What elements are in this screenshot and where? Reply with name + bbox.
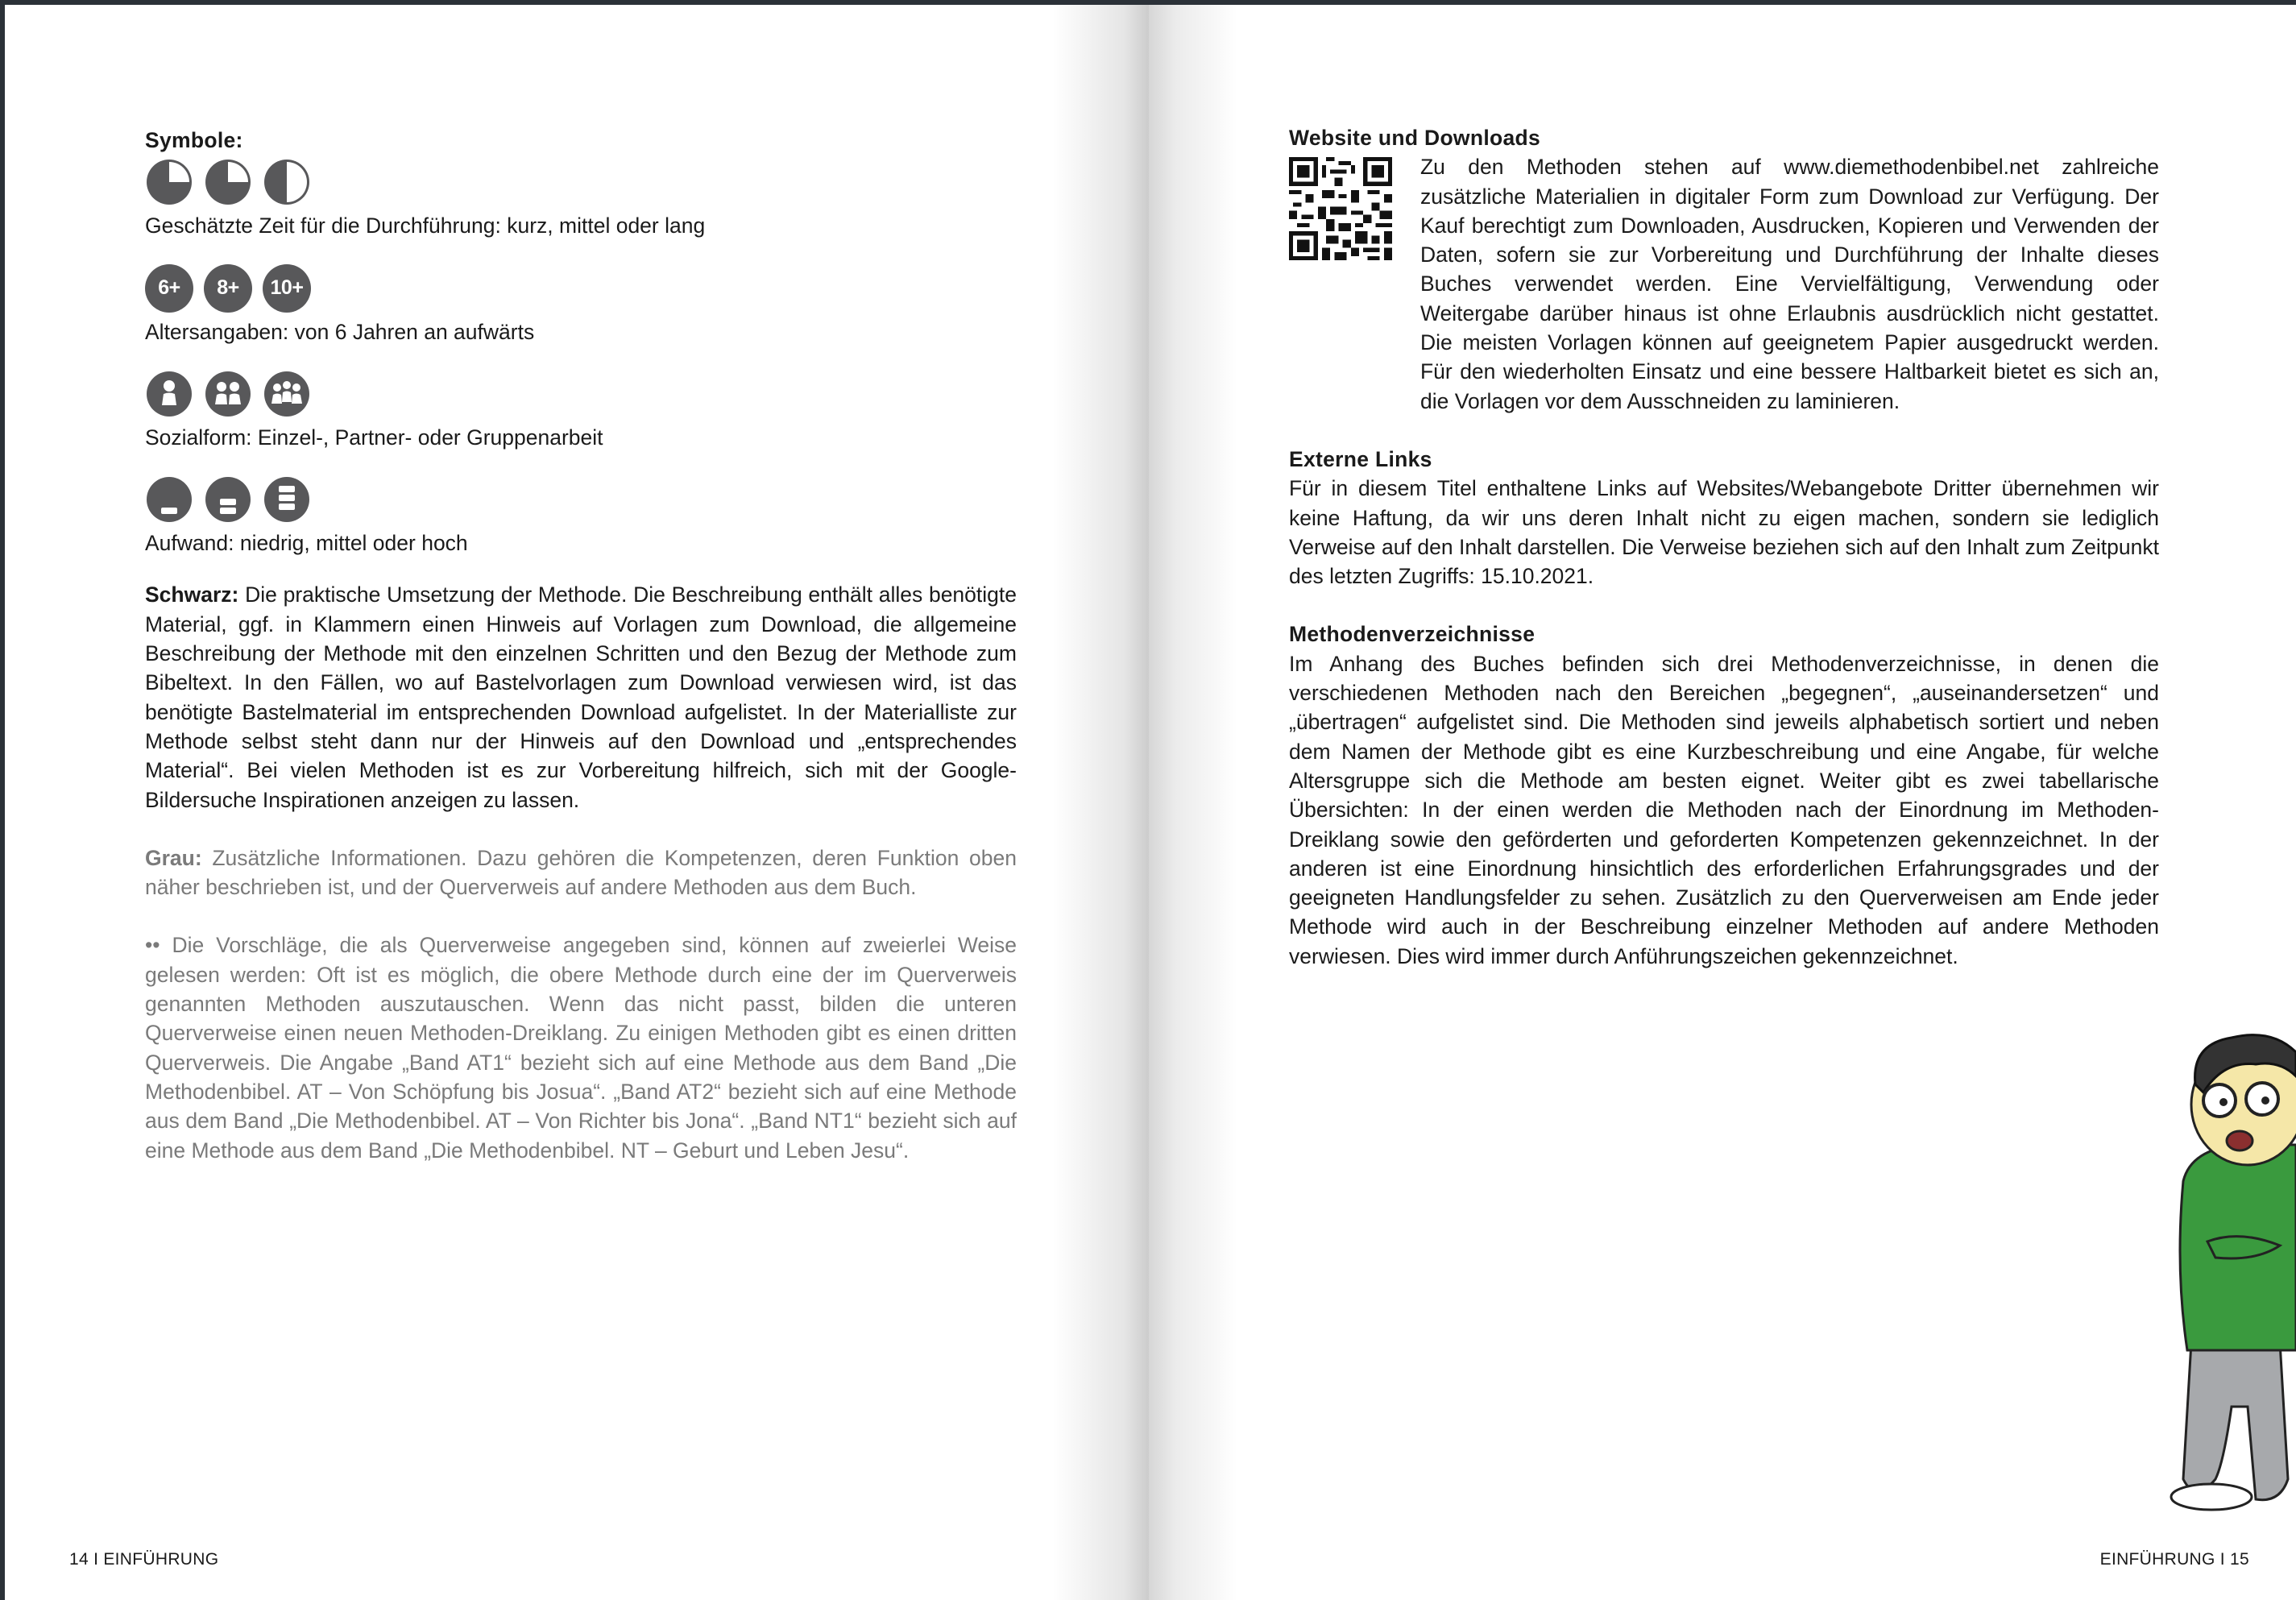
- page-footer-right: EINFÜHRUNG I 15: [2099, 1550, 2249, 1569]
- index-text: Im Anhang des Buches befinden sich drei Methodenverzeichnisse, in denen die verschiedenen Methoden nach den Bereichen „begegnen“, „auseinandersetzen“ und „übertragen“ aufgelistet sind. Die Methoden sind jeweils alphabetisch sortiert und neben dem Namen der Methode gibt es eine Kurzbeschreibung und eine Angabe, für welche Altersgruppe sich die Methode am besten eignet. Weiter gibt es zwei tabellarische Übersichten: In der einen werden die Methoden nach der Einordnung im Methoden-Dreiklang sowie den geförderten und geforderten Kompetenzen gekennzeichnet. In der anderen ist eine Einordnung hinsichtlich des erforderlichen Erfahrungsgrades und der geeigneten Handlungsfelder zu sehen. Zusätzlich zu den Querverweisen am Ende jeder Methode wird auch in der Beschreibung einzelner Methoden auf andere Methoden verwiesen. Dies wird immer durch Anführungszeichen gekennzeichnet.: [1289, 651, 2159, 968]
- right-page: [1149, 5, 2296, 1600]
- grau-paragraph: [145, 844, 1017, 902]
- links-heading: Externe Links: [1289, 446, 1432, 471]
- website-heading: Website und Downloads: [1289, 126, 1541, 150]
- qr-code-icon: [1289, 157, 1392, 260]
- time-caption: Geschätzte Zeit für die Durchführung: kurz, mittel oder lang: [145, 213, 706, 238]
- age-badge-6: 6+: [145, 264, 193, 313]
- index-heading: Methodenverzeichnisse: [1289, 622, 1536, 647]
- clock-three-quarter-icon: [263, 158, 311, 206]
- schwarz-label: Schwarz:: [145, 582, 239, 607]
- time-symbols: [145, 157, 1017, 240]
- effort-high-icon: [263, 475, 311, 524]
- right-column: [1289, 123, 2159, 971]
- two-persons-icon: [204, 370, 252, 418]
- age-symbols: [145, 263, 1017, 346]
- grau-label: Grau:: [145, 845, 202, 870]
- website-text: Zu den Methoden stehen auf www.diemethodenbibel.net zahlreiche zusätzliche Materialien in digitaler Form zum Download zur Verfügung. Der Kauf berechtigt zum Downloaden, Ausdrucken, Kopieren und Verwenden der Daten, sofern sie zur Vorbereitung und Durchführung der Inhalte dieses Buches verwendet werden. Eine Vervielfältigung, Verwendung oder Weitergabe darüber hinaus ist ohne Erlaubnis ausdrücklich nicht gestattet. Die meisten Vorlagen können auf geeignetem Papier ausgedruckt werden. Für den wiederholten Einsatz und eine bessere Haltbarkeit bietet es sich an, die Vorlagen vor dem Ausschneiden zu laminieren.: [1420, 155, 2159, 413]
- single-person-icon: [145, 370, 193, 418]
- left-column: [145, 126, 1017, 1165]
- group-icon: [263, 370, 311, 418]
- age-caption: Altersangaben: von 6 Jahren an aufwärts: [145, 319, 535, 344]
- links-text: Für in diesem Titel enthaltene Links auf Websites/Webangebote Dritter übernehmen wir keine Haftung, da wir uns deren Inhalt nicht zu eigen machen, sondern sie lediglich Verweise auf den Inhalt darstellen. Die Verweise beziehen sich auf den Inhalt zum Zeitpunkt des letzten Zugriffs: 15.10.2021.: [1289, 476, 2159, 589]
- clock-quarter-icon: [145, 158, 193, 206]
- cross-reference-paragraph: •• Die Vorschläge, die als Querverweise angegeben sind, können auf zweierlei Weise gelesen werden: Oft ist es möglich, die obere Methode durch eine der im Querverweis genannten Methoden auszutauschen. Wenn das nicht passt, bilden die unteren Querverweise einen neuen Methoden-Dreiklang. Zu einigen Methoden gibt es einen dritten Querverweis. Die Angabe „Band AT1“ bezieht sich auf eine Methode aus dem Band „Die Methodenbibel. AT – Von Schöpfung bis Josua“. „Band AT2“ bezieht sich auf eine Methode aus dem Band „Die Methodenbibel. AT – Von Richter bis Jona“. „Band NT1“ bezieht sich auf eine Methode aus dem Band „Die Methodenbibel. NT – Geburt und Leben Jesu“.: [145, 933, 1017, 1163]
- age-badge-10: 10+: [263, 264, 311, 313]
- page-footer-left: 14 I EINFÜHRUNG: [69, 1550, 219, 1569]
- symbols-heading: Symbole:: [145, 128, 243, 152]
- effort-medium-icon: [204, 475, 252, 524]
- age-badge-8: 8+: [204, 264, 252, 313]
- cartoon-mascot-icon: [2159, 1028, 2296, 1527]
- schwarz-paragraph: [145, 580, 1017, 814]
- schwarz-text: Die praktische Umsetzung der Methode. Die Beschreibung enthält alles benötigte Material, ggf. in Klammern einen Hinweis auf Vorlagen zum Download, die allgemeine Beschreibung der Methode mit den einzelnen Schritten und den Bezug der Methode zum Bibeltext. In den Fällen, wo auf Bastelvorlagen zum Download verwiesen wird, ist das benötigte Bastelmaterial im entsprechenden Download aufgelistet. In der Materialliste zur Methode selbst steht dann nur der Hinweis auf den Download und „entsprechendes Material“. Bei vielen Methoden ist es zur Vorbereitung hilfreich, sich mit der Google-Bildersuche Inspirationen anzeigen zu lassen.: [145, 582, 1017, 812]
- social-symbols: [145, 369, 1017, 452]
- website-section: [1289, 152, 2159, 416]
- effort-low-icon: [145, 475, 193, 524]
- social-caption: Sozialform: Einzel-, Partner- oder Gruppenarbeit: [145, 425, 603, 450]
- left-page: [5, 5, 1149, 1600]
- clock-half-icon: [204, 158, 252, 206]
- grau-text: Zusätzliche Informationen. Dazu gehören die Kompetenzen, deren Funktion oben näher beschrieben ist, und der Querverweis auf andere Methoden aus dem Buch.: [145, 845, 1017, 900]
- effort-caption: Aufwand: niedrig, mittel oder hoch: [145, 531, 468, 556]
- effort-symbols: [145, 475, 1017, 558]
